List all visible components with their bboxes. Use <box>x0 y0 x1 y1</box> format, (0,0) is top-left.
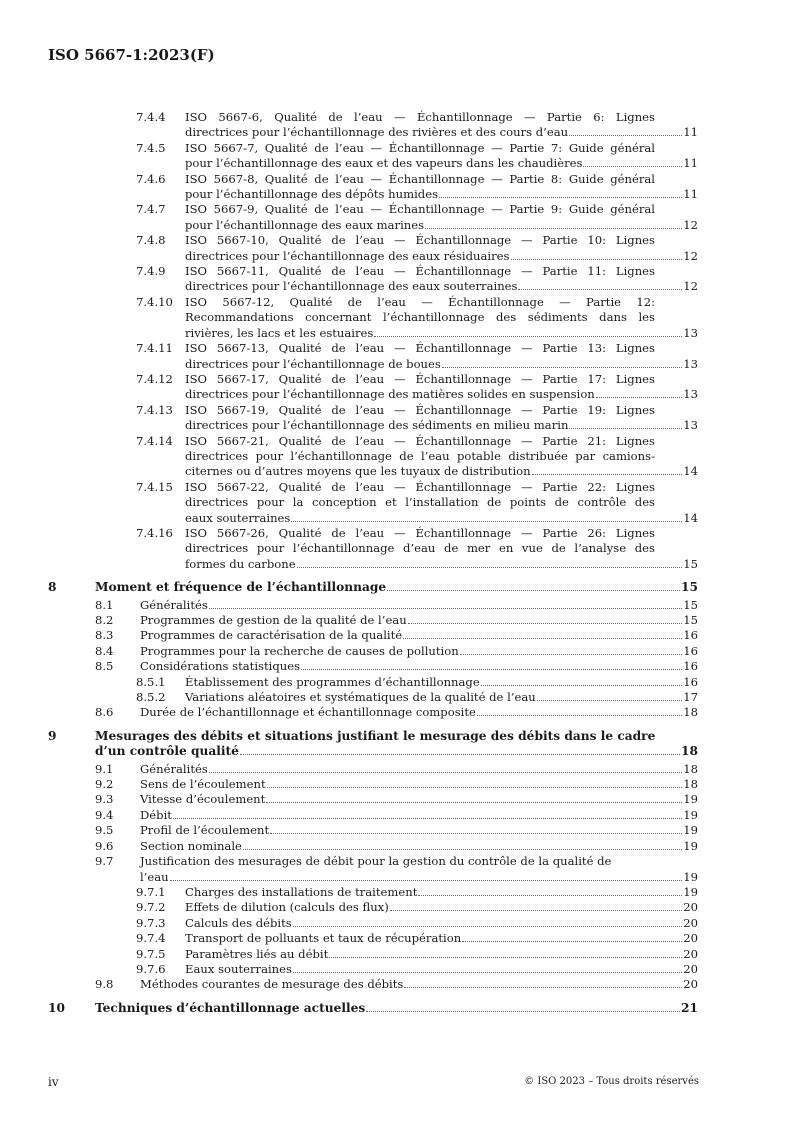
toc-entry[interactable] <box>0 613 793 628</box>
toc-entry[interactable] <box>0 900 793 915</box>
dot-leader <box>270 833 682 834</box>
dot-leader <box>511 259 683 260</box>
dot-leader <box>569 428 682 429</box>
toc-entry-title: Établissement des programmes d’échantillonnage <box>185 674 480 689</box>
toc-entry-page: 11 <box>683 187 698 202</box>
toc-entry-number: 7.4.10 <box>136 294 173 309</box>
dot-leader <box>481 685 683 686</box>
toc-entry-title: Profil de l’écoulement <box>140 823 270 838</box>
toc-entry[interactable] <box>0 916 793 931</box>
dot-leader <box>408 623 683 624</box>
toc-entry-number: 8.1 <box>95 597 114 612</box>
toc-entry-number: 7.4.8 <box>136 233 166 248</box>
dot-leader <box>518 289 682 290</box>
toc-entry-page: 20 <box>683 931 698 946</box>
toc-entry-number: 9.7.6 <box>136 961 166 976</box>
toc-entry-title: Programmes de caractérisation de la qualité <box>140 628 403 643</box>
toc-entry-page: 18 <box>683 761 698 776</box>
dot-leader <box>329 957 682 958</box>
toc-entry-title: Charges des installations de traitement <box>185 884 418 899</box>
dot-leader <box>477 715 682 716</box>
toc-entry[interactable] <box>0 947 793 962</box>
page-number: iv <box>48 1075 59 1089</box>
toc-entry[interactable] <box>0 233 793 264</box>
toc-entry-number: 7.4.9 <box>136 264 166 279</box>
toc-entry-number: 10 <box>48 1000 65 1015</box>
toc-entry[interactable] <box>0 580 793 595</box>
toc-entry[interactable] <box>0 110 793 141</box>
toc-entry[interactable] <box>0 705 793 720</box>
toc-entry-title: Effets de dilution (calculs des flux) <box>185 900 389 915</box>
toc-entry-title-line: directrices pour l’échantillonnage de l’eau potable distribuée par camions- <box>185 448 655 463</box>
toc-entry-page: 17 <box>683 690 698 705</box>
toc-entry-page: 20 <box>683 977 698 992</box>
dot-leader <box>170 880 683 881</box>
toc-entry[interactable] <box>0 885 793 900</box>
toc-entry-number: 9.7.1 <box>136 884 166 899</box>
toc-entry-page: 20 <box>683 900 698 915</box>
toc-entry-title: Eaux souterraines <box>185 961 292 976</box>
toc-entry[interactable] <box>0 403 793 434</box>
toc-entry-title: Paramètres liés au débit <box>185 946 329 961</box>
toc-entry-title: Variations aléatoires et systématiques de la qualité de l’eau <box>185 690 536 705</box>
toc-entry-page: 18 <box>683 705 698 720</box>
toc-entry[interactable] <box>0 295 793 341</box>
dot-leader <box>462 941 682 942</box>
toc-entry-number: 9.8 <box>95 977 114 992</box>
toc-entry-title-line: Recommandations concernant l’échantillonnage des sédiments dans les <box>185 310 655 325</box>
toc-entry[interactable] <box>0 480 793 526</box>
toc-entry-number: 8.4 <box>95 643 114 658</box>
toc-entry[interactable] <box>0 962 793 977</box>
toc-entry-number: 7.4.12 <box>136 371 173 386</box>
toc-entry-title-line: directrices pour la conception et l’installation de points de contrôle des <box>185 495 655 510</box>
toc-entry[interactable] <box>0 598 793 613</box>
toc-entry[interactable] <box>0 659 793 674</box>
toc-entry-number: 7.4.14 <box>136 433 173 448</box>
toc-entry-page: 15 <box>683 556 698 571</box>
toc-entry-number: 9 <box>48 728 57 743</box>
toc-entry-number: 9.7.5 <box>136 946 166 961</box>
toc-entry-page: 20 <box>683 946 698 961</box>
toc-entry-title-line: ISO 5667-13, Qualité de l’eau — Échantillonnage — Partie 13: Lignes <box>185 341 655 356</box>
toc-entry[interactable] <box>0 675 793 690</box>
toc-entry-page: 16 <box>683 628 698 643</box>
toc-entry[interactable] <box>0 341 793 372</box>
toc-entry-title: Durée de l’échantillonnage et échantillonnage composite <box>140 705 476 720</box>
toc-entry-number: 9.5 <box>95 823 114 838</box>
dot-leader <box>403 638 682 639</box>
toc-entry-title: l’eau <box>140 869 169 884</box>
dot-leader <box>418 895 682 896</box>
toc-entry[interactable] <box>0 729 793 760</box>
toc-entry-title: Généralités <box>140 597 208 612</box>
document-header: ISO 5667-1:2023(F) <box>48 46 215 64</box>
dot-leader <box>569 135 682 136</box>
toc-entry-title-line: ISO 5667-26, Qualité de l’eau — Échantillonnage — Partie 26: Lignes <box>185 525 655 540</box>
toc-entry[interactable] <box>0 690 793 705</box>
toc-entry[interactable] <box>0 823 793 838</box>
dot-leader <box>240 754 680 755</box>
toc-entry-page: 21 <box>681 1000 698 1015</box>
toc-entry-title: rivières, les lacs et les estuaires <box>185 325 374 340</box>
toc-entry-title: directrices pour l’échantillonnage des eaux résiduaires <box>185 248 510 263</box>
toc-entry-title: d’un contrôle qualité <box>95 744 239 759</box>
toc-entry-title: Débit <box>140 807 172 822</box>
toc-entry-title: eaux souterraines <box>185 510 291 525</box>
toc-entry-title-line: ISO 5667-9, Qualité de l’eau — Échantillonnage — Partie 9: Guide général <box>185 202 655 217</box>
toc-entry-page: 19 <box>683 869 698 884</box>
dot-leader <box>293 926 683 927</box>
toc-entry-number: 9.7 <box>95 854 114 869</box>
copyright-notice: © ISO 2023 – Tous droits réservés <box>524 1076 699 1087</box>
toc-entry[interactable] <box>0 172 793 203</box>
toc-entry-page: 11 <box>683 156 698 171</box>
toc-entry-title: citernes ou d’autres moyens que les tuyaux de distribution <box>185 464 531 479</box>
toc-entry[interactable] <box>0 264 793 295</box>
toc-entry-title-line: ISO 5667-10, Qualité de l’eau — Échantillonnage — Partie 10: Lignes <box>185 233 655 248</box>
toc-entry-title: directrices pour l’échantillonnage des eaux souterraines <box>185 279 518 294</box>
toc-entry-title: Généralités <box>140 761 208 776</box>
toc-entry-page: 18 <box>681 744 698 759</box>
toc-entry-number: 9.7.2 <box>136 900 166 915</box>
toc-entry-title: directrices pour l’échantillonnage des sédiments en milieu marin <box>185 418 569 433</box>
toc-entry-title: Méthodes courantes de mesurage des débits <box>140 977 404 992</box>
toc-entry-page: 14 <box>683 510 698 525</box>
toc-entry-number: 8.3 <box>95 628 114 643</box>
dot-leader <box>291 521 682 522</box>
dot-leader <box>404 987 682 988</box>
toc-entry-page: 18 <box>683 777 698 792</box>
dot-leader <box>460 654 683 655</box>
dot-leader <box>267 787 683 788</box>
toc-entry-page: 12 <box>683 279 698 294</box>
dot-leader <box>374 336 682 337</box>
toc-entry-title-line: ISO 5667-6, Qualité de l’eau — Échantillonnage — Partie 6: Lignes <box>185 110 655 124</box>
dot-leader <box>243 849 682 850</box>
toc-entry[interactable] <box>0 434 793 480</box>
toc-entry-number: 9.7.3 <box>136 915 166 930</box>
toc-entry-title-line: ISO 5667-7, Qualité de l’eau — Échantillonnage — Partie 7: Guide général <box>185 140 655 155</box>
toc-entry-number: 9.1 <box>95 761 114 776</box>
toc-entry-title-line: ISO 5667-11, Qualité de l’eau — Échantillonnage — Partie 11: Lignes <box>185 264 655 279</box>
toc-entry-page: 13 <box>683 356 698 371</box>
dot-leader <box>390 910 682 911</box>
toc-entry-title: Transport de polluants et taux de récupération <box>185 931 462 946</box>
dot-leader <box>297 567 683 568</box>
toc-entry-title: pour l’échantillonnage des eaux marines <box>185 217 425 232</box>
toc-entry-title: directrices pour l’échantillonnage des matières solides en suspension <box>185 387 595 402</box>
dot-leader <box>209 608 682 609</box>
toc-entry-page: 12 <box>683 217 698 232</box>
toc-entry[interactable] <box>0 792 793 807</box>
toc-entry-title-line: ISO 5667-19, Qualité de l’eau — Échantillonnage — Partie 19: Lignes <box>185 402 655 417</box>
toc-entry-title: Programmes de gestion de la qualité de l’eau <box>140 613 407 627</box>
toc-entry-number: 9.7.4 <box>136 931 166 946</box>
toc-entry-number: 7.4.16 <box>136 525 173 540</box>
toc-entry[interactable] <box>0 977 793 992</box>
toc-entry-page: 19 <box>683 884 698 899</box>
toc-entry-page: 13 <box>683 387 698 402</box>
dot-leader <box>209 772 682 773</box>
toc-entry[interactable] <box>0 372 793 403</box>
toc-entry-number: 7.4.15 <box>136 479 173 494</box>
toc-entry-title-line: ISO 5667-22, Qualité de l’eau — Échantillonnage — Partie 22: Lignes <box>185 479 655 494</box>
toc-entry-title: Considérations statistiques <box>140 659 301 674</box>
toc-entry-title: Vitesse d’écoulement <box>140 792 266 807</box>
toc-entry-number: 8.6 <box>95 705 114 720</box>
toc-entry-page: 20 <box>683 961 698 976</box>
toc-entry-number: 9.3 <box>95 792 114 807</box>
toc-entry[interactable] <box>0 854 793 885</box>
toc-entry[interactable] <box>0 931 793 946</box>
toc-entry-page: 13 <box>683 325 698 340</box>
toc-entry-title-line: Mesurages des débits et situations justifiant le mesurage des débits dans le cadre <box>95 728 656 743</box>
toc-entry-number: 8.2 <box>95 613 114 627</box>
toc-entry-page: 19 <box>683 807 698 822</box>
toc-entry-title-line: directrices pour l’échantillonnage d’eau de mer en vue de l’analyse des <box>185 541 655 556</box>
toc-entry-number: 8 <box>48 580 57 595</box>
toc-entry-title-line: Justification des mesurages de débit pour la gestion du contrôle de la qualité de <box>140 854 612 869</box>
toc-entry-page: 16 <box>683 643 698 658</box>
dot-leader <box>301 669 682 670</box>
dot-leader <box>537 700 682 701</box>
toc-entry-title: directrices pour l’échantillonnage de boues <box>185 356 441 371</box>
toc-entry-number: 7.4.5 <box>136 140 166 155</box>
toc-entry-page: 20 <box>683 915 698 930</box>
toc-entry-number: 9.4 <box>95 807 114 822</box>
toc-entry-page: 16 <box>683 659 698 674</box>
toc-entry-title-line: ISO 5667-21, Qualité de l’eau — Échantillonnage — Partie 21: Lignes <box>185 433 655 448</box>
toc-entry-number: 8.5.2 <box>136 690 166 705</box>
dot-leader <box>442 367 682 368</box>
toc-entry-title: formes du carbone <box>185 556 296 571</box>
dot-leader <box>439 197 682 198</box>
toc-entry-number: 7.4.13 <box>136 402 173 417</box>
toc-entry-page: 15 <box>683 597 698 612</box>
dot-leader <box>366 1011 680 1012</box>
toc-entry-number: 7.4.11 <box>136 341 173 356</box>
toc-entry-page: 12 <box>683 248 698 263</box>
toc-entry-title: Programmes pour la recherche de causes de pollution <box>140 643 459 658</box>
dot-leader <box>583 166 682 167</box>
toc-entry[interactable] <box>0 141 793 172</box>
toc-entry-page: 11 <box>683 125 698 140</box>
toc-entry-number: 9.2 <box>95 777 114 792</box>
toc-entry-page: 19 <box>683 823 698 838</box>
dot-leader <box>266 802 682 803</box>
toc-entry-title-line: ISO 5667-8, Qualité de l’eau — Échantillonnage — Partie 8: Guide général <box>185 171 655 186</box>
toc-entry-title: pour l’échantillonnage des eaux et des vapeurs dans les chaudières <box>185 156 583 171</box>
toc-entry-title: directrices pour l’échantillonnage des rivières et des cours d’eau <box>185 125 569 140</box>
dot-leader <box>293 972 682 973</box>
toc-entry-page: 15 <box>683 613 698 627</box>
dot-leader <box>425 228 682 229</box>
toc-entry-page: 14 <box>683 464 698 479</box>
toc-entry-page: 19 <box>683 838 698 853</box>
toc-entry-page: 15 <box>681 580 698 595</box>
toc-entry-title: pour l’échantillonnage des dépôts humides <box>185 187 439 202</box>
toc-entry-title: Moment et fréquence de l’échantillonnage <box>95 580 387 595</box>
toc-entry-number: 7.4.7 <box>136 202 166 217</box>
toc-entry-title: Sens de l’écoulement <box>140 777 266 792</box>
toc-entry-title: Techniques d’échantillonnage actuelles <box>95 1000 366 1015</box>
toc-entry-number: 8.5 <box>95 659 114 674</box>
toc-entry-page: 19 <box>683 792 698 807</box>
toc-entry-number: 7.4.4 <box>136 110 166 124</box>
toc-entry[interactable] <box>0 202 793 233</box>
dot-leader <box>387 590 680 591</box>
toc-entry[interactable] <box>0 1001 793 1016</box>
toc-entry[interactable] <box>0 526 793 572</box>
dot-leader <box>532 474 683 475</box>
toc-entry[interactable] <box>0 777 793 792</box>
dot-leader <box>173 818 682 819</box>
toc-entry-title-line: ISO 5667-17, Qualité de l’eau — Échantillonnage — Partie 17: Lignes <box>185 371 655 386</box>
toc-entry[interactable] <box>0 628 793 643</box>
dot-leader <box>596 397 682 398</box>
toc-entry-number: 9.6 <box>95 838 114 853</box>
toc-entry-page: 13 <box>683 418 698 433</box>
toc-entry-number: 8.5.1 <box>136 674 166 689</box>
toc-entry[interactable] <box>0 808 793 823</box>
toc-entry-number: 7.4.6 <box>136 171 166 186</box>
toc-entry[interactable] <box>0 644 793 659</box>
toc-entry[interactable] <box>0 839 793 854</box>
toc-entry[interactable] <box>0 762 793 777</box>
table-of-contents <box>0 110 793 1018</box>
toc-entry-page: 16 <box>683 674 698 689</box>
toc-entry-title: Calculs des débits <box>185 915 292 930</box>
toc-entry-title-line: ISO 5667-12, Qualité de l’eau — Échantillonnage — Partie 12: <box>185 294 655 309</box>
toc-entry-title: Section nominale <box>140 838 242 853</box>
